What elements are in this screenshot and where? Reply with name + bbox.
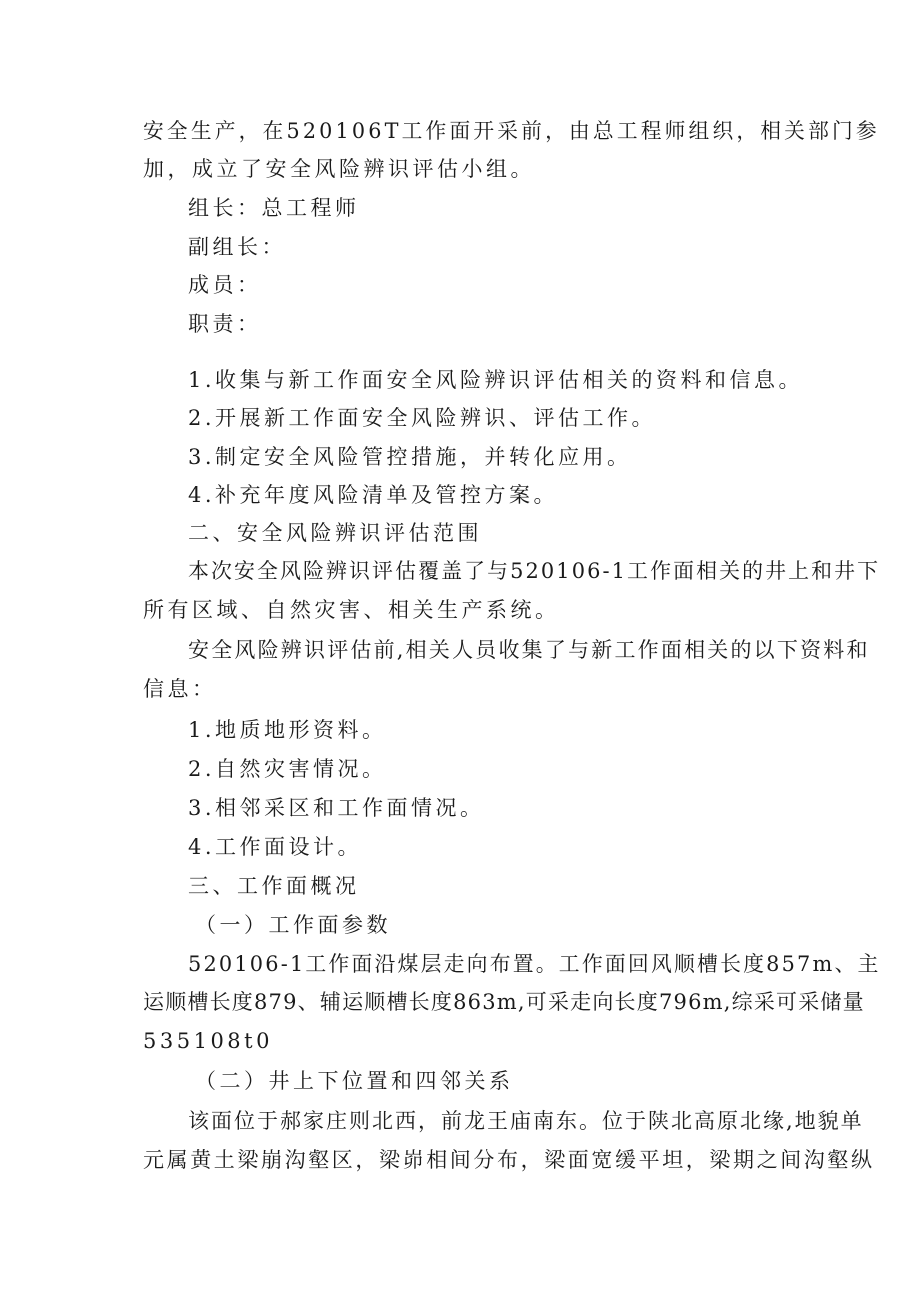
text-line: 本次安全风险辨识评估覆盖了与520106-1工作面相关的井上和井下 bbox=[188, 559, 881, 583]
text-line: 加，成立了安全风险辨识评估小组。 bbox=[143, 157, 535, 181]
text-line: 安全风险辨识评估前,相关人员收集了与新工作面相关的以下资料和 bbox=[188, 638, 870, 662]
text-line: 运顺槽长度879、辅运顺槽长度863m,可采走向长度796m,综采可采储量 bbox=[143, 990, 865, 1014]
text-line: 职责： bbox=[188, 312, 262, 336]
text-line: 副组长： bbox=[188, 235, 286, 259]
list-item: 1.地质地形资料。 bbox=[188, 718, 387, 742]
text-line: 该面位于郝家庄则北西，前龙王庙南东。位于陕北高原北缘,地貌单 bbox=[188, 1109, 864, 1133]
list-item: 4.工作面设计。 bbox=[188, 835, 363, 859]
text-line: 信息： bbox=[143, 677, 217, 701]
text-line: 520106-1工作面沿煤层走向布置。工作面回风顺槽长度857m、主 bbox=[188, 952, 881, 976]
section-heading: 二、安全风险辨识评估范围 bbox=[188, 521, 482, 545]
text-line: 安全生产，在520106T工作面开采前，由总工程师组织，相关部门参 bbox=[143, 119, 880, 143]
text-line: 所有区域、自然灾害、相关生产系统。 bbox=[143, 598, 560, 622]
section-heading: 三、工作面概况 bbox=[188, 874, 360, 898]
list-item: 3.相邻采区和工作面情况。 bbox=[188, 796, 485, 820]
text-line: 元属黄土梁崩沟壑区，梁峁相间分布，梁面宽缓平坦，梁期之间沟壑纵 bbox=[143, 1148, 875, 1172]
list-item: 4.补充年度风险清单及管控方案。 bbox=[188, 483, 559, 507]
list-item: 2.自然灾害情况。 bbox=[188, 757, 387, 781]
text-line: 535108t0 bbox=[143, 1029, 273, 1053]
list-item: 2.开展新工作面安全风险辨识、评估工作。 bbox=[188, 406, 657, 430]
list-item: 1.收集与新工作面安全风险辨识评估相关的资料和信息。 bbox=[188, 368, 804, 392]
subsection-heading: （二）井上下位置和四邻关系 bbox=[195, 1069, 514, 1093]
list-item: 3.制定安全风险管控措施，并转化应用。 bbox=[188, 445, 632, 469]
subsection-heading: （一）工作面参数 bbox=[195, 913, 391, 937]
text-line: 组长：总工程师 bbox=[188, 196, 360, 220]
text-line: 成员： bbox=[188, 273, 262, 297]
